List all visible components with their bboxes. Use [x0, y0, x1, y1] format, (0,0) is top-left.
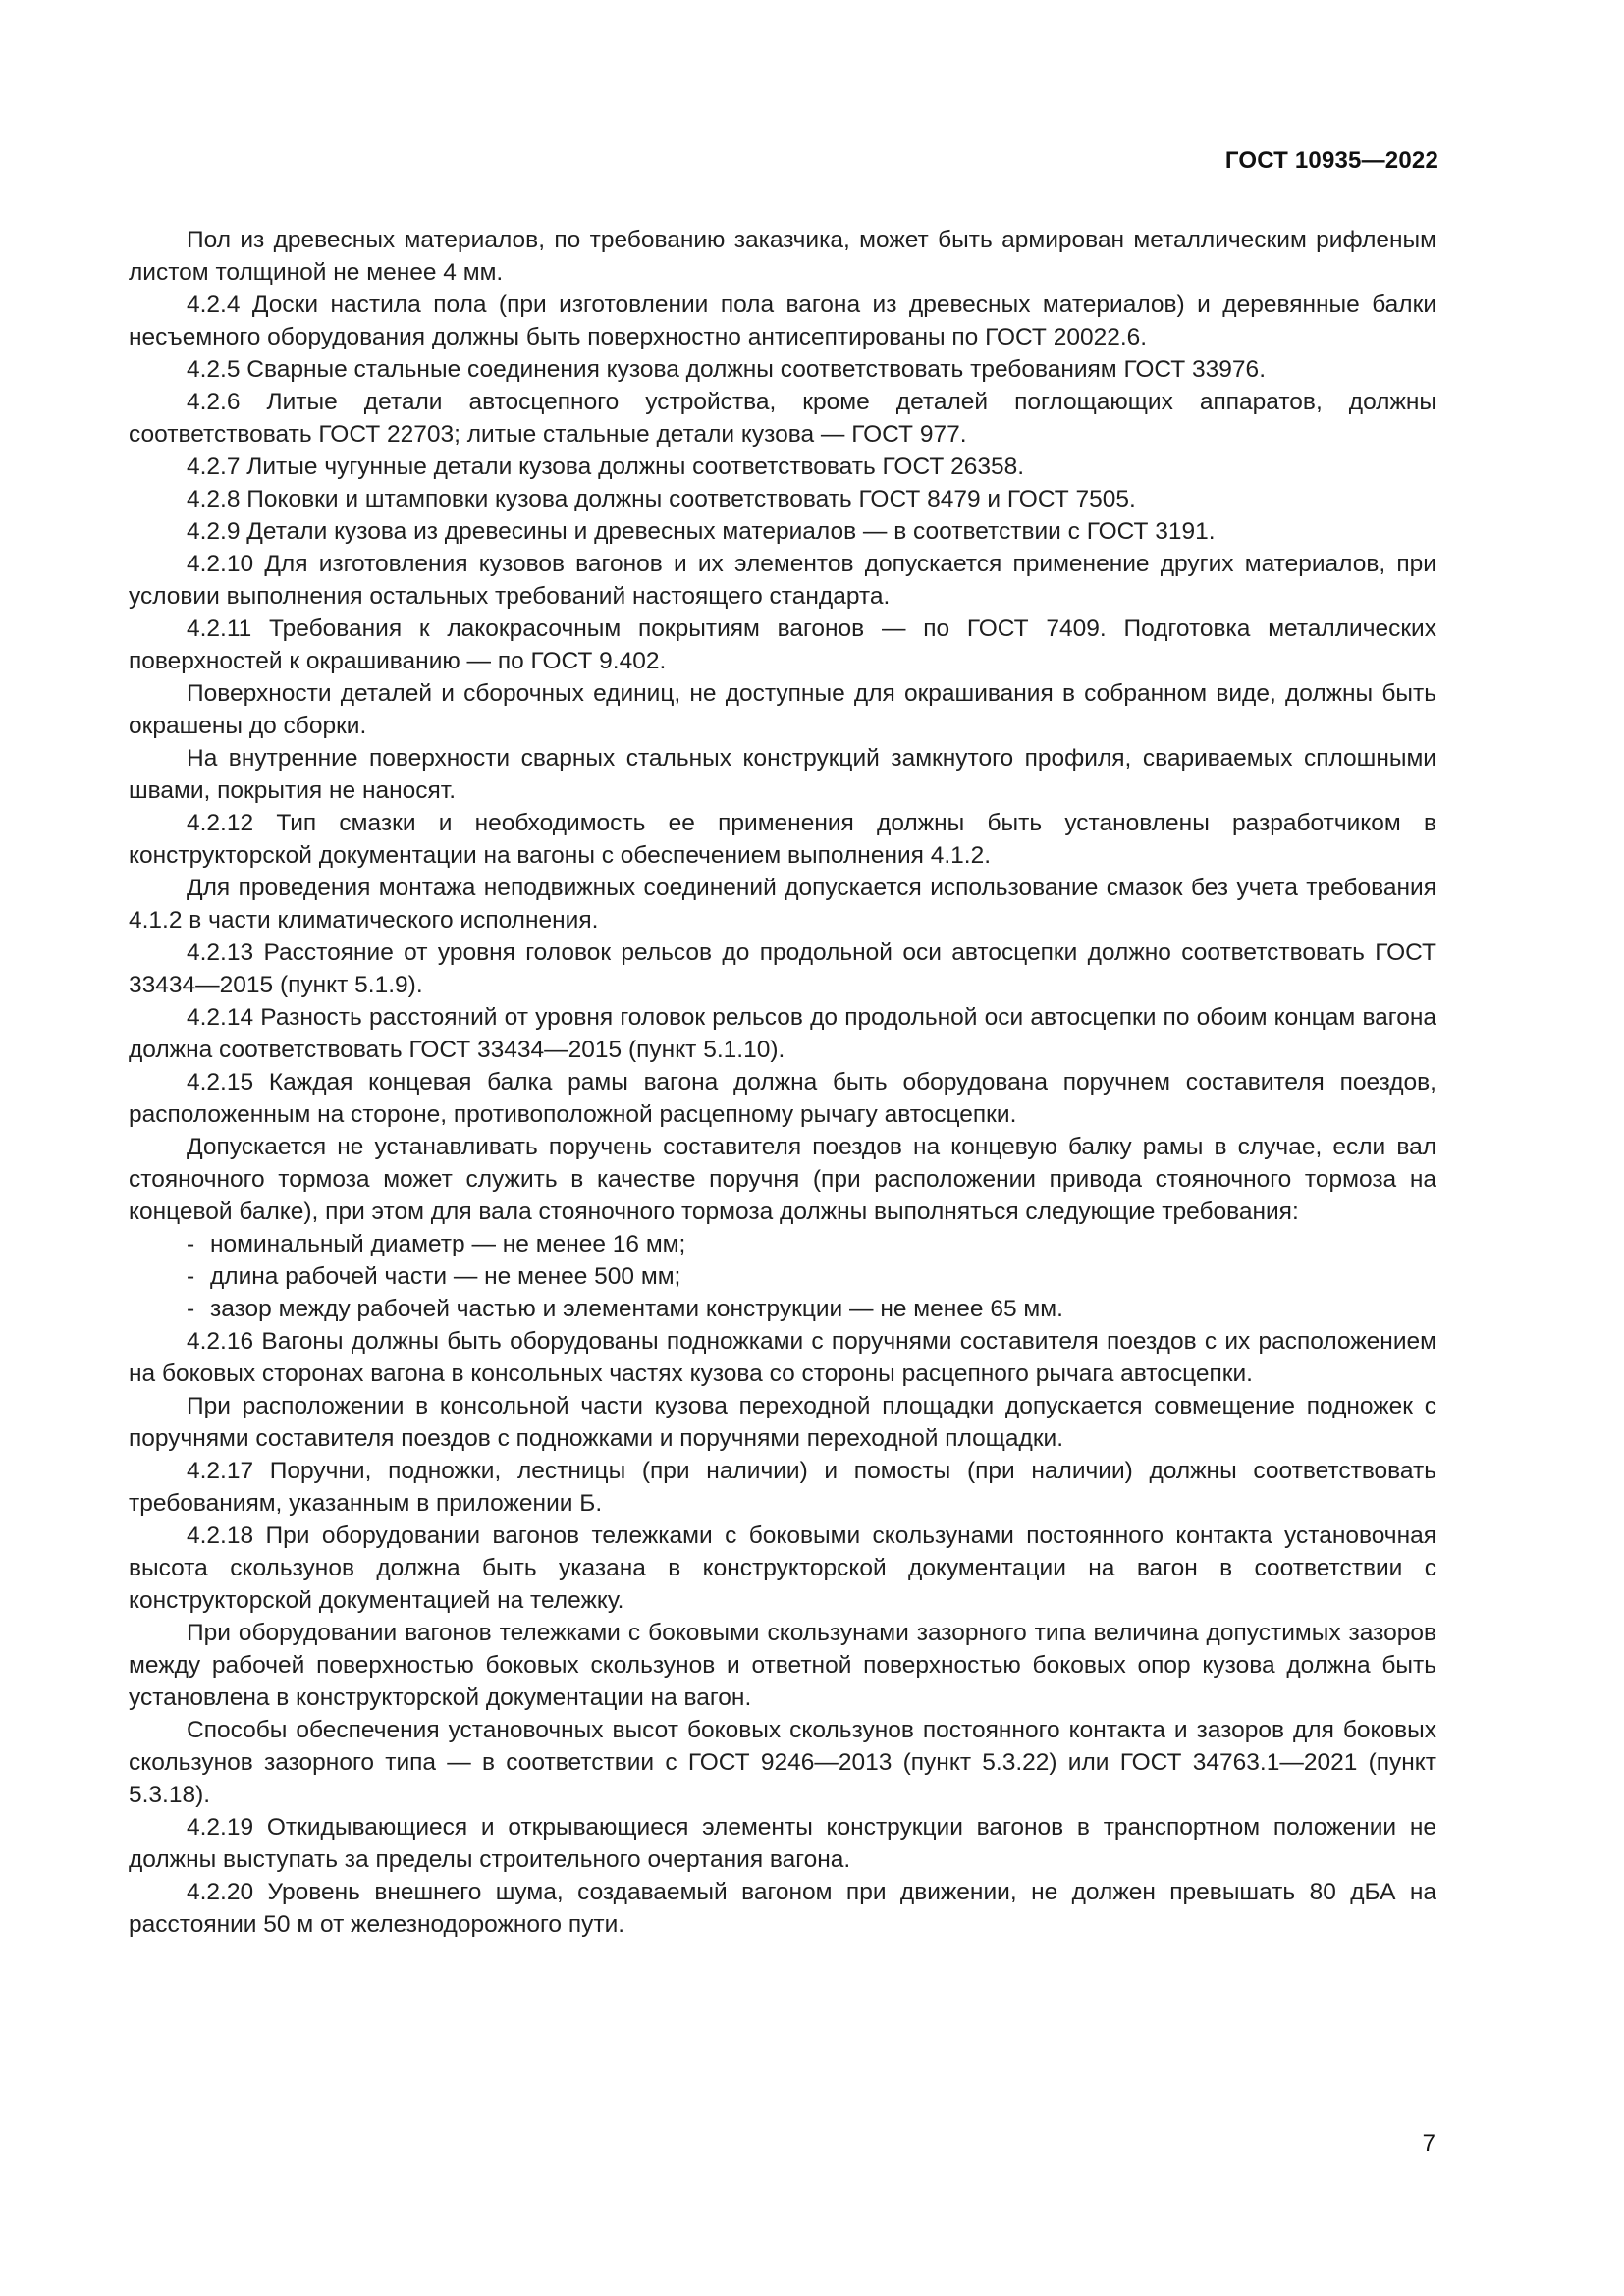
paragraph: 4.2.10 Для изготовления кузовов вагонов и их элементов допускается применение других материалов, при условии выполнения остальных требований настоящего стандарта. — [129, 551, 1436, 610]
document-code-header: ГОСТ 10935—2022 — [1224, 147, 1438, 174]
list-item-text: длина рабочей части — не менее 500 мм; — [210, 1263, 681, 1290]
paragraph: На внутренние поверхности сварных стальных конструкций замкнутого профиля, свариваемых сплошными швами, покрытия не наносят. — [129, 745, 1436, 804]
paragraph: 4.2.18 При оборудовании вагонов тележками с боковыми скользунами постоянного контакта установочная высота скользунов должна быть указана в конструкторской документации на вагон в соответствии с конструкторской документацией на тележку. — [129, 1522, 1436, 1614]
list-item-text: зазор между рабочей частью и элементами конструкции — не менее 65 мм. — [210, 1296, 1063, 1322]
paragraph: 4.2.9 Детали кузова из древесины и древесных материалов — в соответствии с ГОСТ 3191. — [187, 518, 1216, 545]
paragraph: 4.2.8 Поковки и штамповки кузова должны соответствовать ГОСТ 8479 и ГОСТ 7505. — [187, 486, 1136, 512]
list-item — [129, 1260, 1436, 1293]
paragraph: 4.2.14 Разность расстояний от уровня головок рельсов до продольной оси автосцепки по обоим концам вагона должна соответствовать ГОСТ 33434—2015 (пункт 5.1.10). — [129, 1004, 1436, 1063]
paragraph: 4.2.19 Откидывающиеся и открывающиеся элементы конструкции вагонов в транспортном положении не должны выступать за пределы строительного очертания вагона. — [129, 1814, 1436, 1873]
list-dash: - — [187, 1296, 195, 1322]
paragraph: 4.2.5 Сварные стальные соединения кузова должны соответствовать требованиям ГОСТ 33976. — [187, 356, 1266, 383]
paragraph: Способы обеспечения установочных высот боковых скользунов постоянного контакта и зазоров для боковых скользунов зазорного типа — в соответствии с ГОСТ 9246—2013 (пункт 5.3.22) или ГОСТ 34763.1—2021 (пункт 5.3.18). — [129, 1717, 1436, 1808]
list-item — [129, 1228, 1436, 1260]
paragraph: При расположении в консольной части кузова переходной площадки допускается совмещение подножек с поручнями составителя поездов с подножками и поручнями переходной площадки. — [129, 1393, 1436, 1452]
page-number: 7 — [1422, 2130, 1435, 2157]
paragraph: 4.2.13 Расстояние от уровня головок рельсов до продольной оси автосцепки должно соответствовать ГОСТ 33434—2015 (пункт 5.1.9). — [129, 939, 1436, 998]
paragraph: 4.2.16 Вагоны должны быть оборудованы подножками с поручнями составителя поездов с их расположением на боковых сторонах вагона в консольных частях кузова со стороны расцепного рычага автосцепки. — [129, 1328, 1436, 1387]
paragraph: 4.2.11 Требования к лакокрасочным покрытиям вагонов — по ГОСТ 7409. Подготовка металлических поверхностей к окрашиванию — по ГОСТ 9.402. — [129, 615, 1436, 674]
paragraph: Пол из древесных материалов, по требованию заказчика, может быть армирован металлическим рифленым листом толщиной не менее 4 мм. — [129, 227, 1436, 286]
paragraph: 4.2.6 Литые детали автосцепного устройства, кроме деталей поглощающих аппаратов, должны соответствовать ГОСТ 22703; литые стальные детали кузова — ГОСТ 977. — [129, 389, 1436, 448]
paragraph: 4.2.20 Уровень внешнего шума, создаваемый вагоном при движении, не должен превышать 80 дБА на расстоянии 50 м от железнодорожного пути. — [129, 1879, 1436, 1938]
list-item — [129, 1293, 1436, 1325]
paragraph: 4.2.4 Доски настила пола (при изготовлении пола вагона из древесных материалов) и деревянные балки несъемного оборудования должны быть поверхностно антисептированы по ГОСТ 20022.6. — [129, 292, 1436, 350]
list-item-text: номинальный диаметр — не менее 16 мм; — [210, 1231, 686, 1257]
list-dash: - — [187, 1231, 195, 1257]
paragraph: 4.2.15 Каждая концевая балка рамы вагона должна быть оборудована поручнем составителя поездов, расположенным на стороне, противоположной расцепному рычагу автосцепки. — [129, 1069, 1436, 1128]
paragraph: Поверхности деталей и сборочных единиц, не доступные для окрашивания в собранном виде, должны быть окрашены до сборки. — [129, 680, 1436, 739]
paragraph: Допускается не устанавливать поручень составителя поездов на концевую балку рамы в случае, если вал стояночного тормоза может служить в качестве поручня (при расположении привода стояночного тормоза на концевой балке), при этом для вала стояночного тормоза должны выполняться следующие требования: — [129, 1134, 1436, 1225]
list-dash: - — [187, 1263, 195, 1290]
paragraph: Для проведения монтажа неподвижных соединений допускается использование смазок без учета требования 4.1.2 в части климатического исполнения. — [129, 875, 1436, 934]
paragraph: 4.2.17 Поручни, подножки, лестницы (при наличии) и помосты (при наличии) должны соответствовать требованиям, указанным в приложении Б. — [129, 1458, 1436, 1517]
paragraph: 4.2.7 Литые чугунные детали кузова должны соответствовать ГОСТ 26358. — [187, 454, 1025, 480]
paragraph: При оборудовании вагонов тележками с боковыми скользунами зазорного типа величина допустимых зазоров между рабочей поверхностью боковых скользунов и ответной поверхностью боковых опор кузова должна быть установлена в конструкторской документации на вагон. — [129, 1620, 1436, 1711]
document-body — [129, 224, 1436, 1941]
paragraph: 4.2.12 Тип смазки и необходимость ее применения должны быть установлены разработчиком в конструкторской документации на вагоны с обеспечением выполнения 4.1.2. — [129, 810, 1436, 869]
